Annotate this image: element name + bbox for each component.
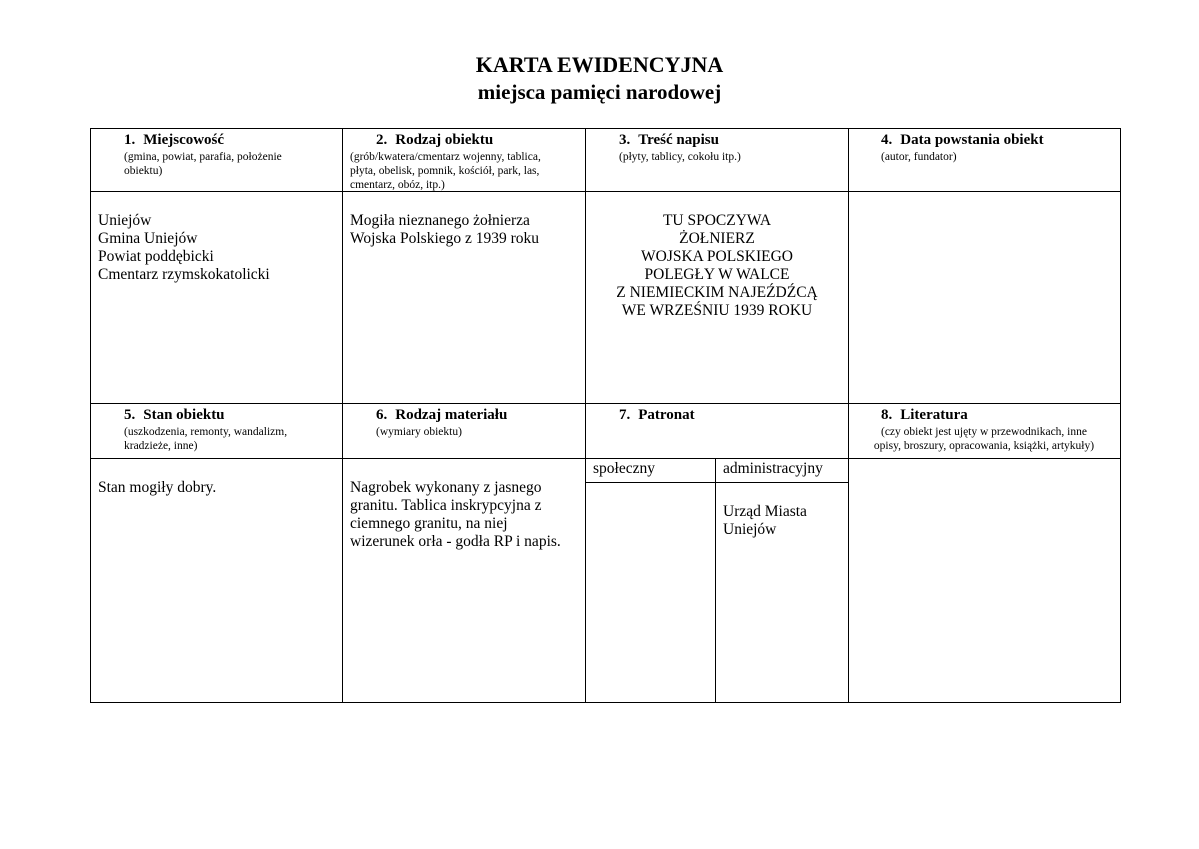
- patronat-sub-separator: [585, 482, 848, 483]
- header-tresc-napisu: 3. Treść napisu: [619, 132, 719, 148]
- value-rodzaj-obiektu: Mogiła nieznanego żołnierza Wojska Polskiego z 1939 roku: [350, 212, 540, 247]
- value-stan-obiektu: Stan mogiły dobry.: [98, 479, 217, 496]
- desc-rodzaj-materialu: (wymiary obiektu): [376, 426, 462, 438]
- row2-header-separator: [90, 458, 1121, 459]
- value-tresc-napisu: TU SPOCZYWA ŻOŁNIERZ WOJSKA POLSKIEGO POLEGŁY W WALCE Z NIEMIECKIM NAJEŹDŹCĄ WE WRZEŚNIU 1939 ROKU: [616, 212, 818, 319]
- patronat-divider: [715, 458, 716, 703]
- table-border-top: [90, 128, 1121, 129]
- table-border-right: [1120, 128, 1121, 703]
- value-patronat-administracyjny: Urząd Miasta Uniejów: [723, 503, 807, 538]
- value-miejscowosc: Uniejów Gmina Uniejów Powiat poddębicki Cmentarz rzymskokatolicki: [98, 212, 270, 283]
- card-subtitle: miejsca pamięci narodowej: [477, 80, 722, 104]
- header-miejscowosc: 1. Miejscowość: [124, 132, 225, 148]
- header-data-powstania: 4. Data powstania obiekt: [881, 132, 1044, 148]
- header-rodzaj-materialu: 6. Rodzaj materiału: [376, 407, 508, 423]
- table-border-left: [90, 128, 91, 703]
- patronat-spoleczny-label: społeczny: [593, 460, 655, 477]
- desc-miejscowosc: (gmina, powiat, parafia, położenie obiektu): [124, 151, 282, 177]
- card-title: KARTA EWIDENCYJNA: [475, 52, 724, 77]
- column-divider-1: [342, 128, 343, 703]
- desc-rodzaj-obiektu: (grób/kwatera/cmentarz wojenny, tablica, płyta, obelisk, pomnik, kościół, park, las, cmentarz, obóz, itp.): [350, 151, 541, 191]
- header-literatura: 8. Literatura: [881, 407, 968, 423]
- desc-tresc-napisu: (płyty, tablicy, cokołu itp.): [619, 151, 741, 163]
- table-border-bottom: [90, 702, 1121, 703]
- value-rodzaj-materialu: Nagrobek wykonany z jasnego granitu. Tablica inskrypcyjna z ciemnego granitu, na niej wizerunek orła - godła RP i napis.: [350, 479, 561, 550]
- header-stan-obiektu: 5. Stan obiektu: [124, 407, 225, 423]
- patronat-administracyjny-label: administracyjny: [723, 460, 823, 477]
- header-rodzaj-obiektu: 2. Rodzaj obiektu: [376, 132, 494, 148]
- desc-data-powstania: (autor, fundator): [881, 151, 957, 163]
- column-divider-3: [848, 128, 849, 703]
- row1-header-separator: [90, 191, 1121, 192]
- desc-literatura: (czy obiekt jest ujęty w przewodnikach, inne opisy, broszury, opracowania, książki, artykuły): [873, 426, 1095, 452]
- row-separator: [90, 403, 1121, 404]
- desc-stan-obiektu: (uszkodzenia, remonty, wandalizm, kradzieże, inne): [124, 426, 288, 452]
- header-patronat: 7. Patronat: [619, 407, 695, 423]
